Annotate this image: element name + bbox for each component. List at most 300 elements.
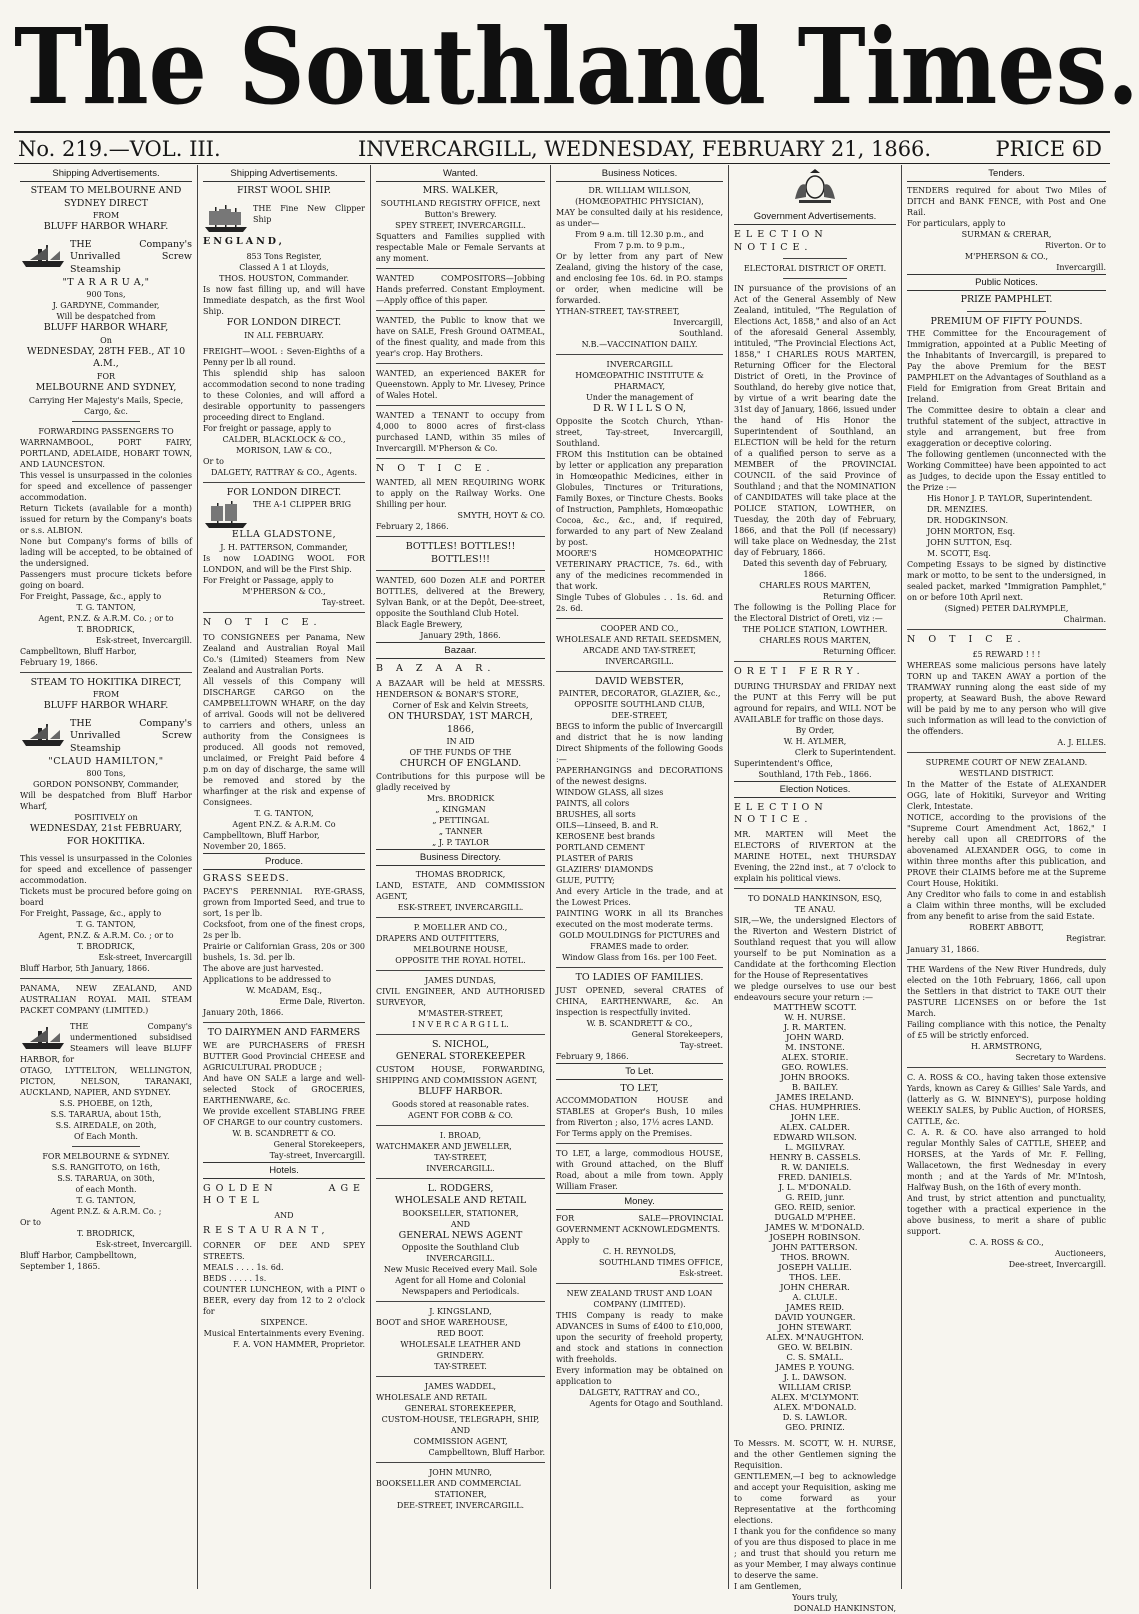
- ad-text: On: [100, 335, 112, 345]
- ad-text: Musical Entertainments every Evening.: [203, 1328, 365, 1338]
- ad-text: INVERCARGILL.: [426, 1254, 495, 1264]
- signatory-name: JOHN LEE.: [790, 1112, 840, 1123]
- newspaper-title: The Southland Times.: [14, 5, 1139, 128]
- ad-text: Will be despatched from: [56, 312, 156, 322]
- signatory-name: GEO. REID, senior.: [774, 1202, 856, 1213]
- ad-date: February 19, 1866.: [20, 657, 98, 667]
- ad-text: Campbelltown, Bluff Harbor.: [428, 1448, 545, 1458]
- ad-text: S.S. TARARUA, on 30th,: [57, 1174, 155, 1184]
- ad-text: T. G. TANTON,: [76, 1196, 136, 1206]
- ad-text: GORDON PONSONBY, Commander,: [33, 780, 179, 790]
- ad-text: WANTED a TENANT to occupy from 4,000 to 8000 acres of first-class purchased LAND, within 35 miles of Invercargill. M'Pherson & Co.: [376, 410, 545, 453]
- ad-text: WHOLESALE AND RETAIL SEEDSMEN,: [556, 634, 722, 644]
- ad-heading: BLUFF HARBOR WHARF.: [43, 221, 169, 233]
- ad-text: Chairman.: [1063, 615, 1106, 625]
- ad-text: CUSTOM HOUSE, FORWARDING, SHIPPING AND COMMISSION AGENT,: [376, 1064, 545, 1085]
- ad-text: „ TANNER: [438, 826, 483, 836]
- ad-text: Prairie or Californian Grass, 20s or 300 bushels, 1s. 3d. per lb.: [203, 942, 365, 963]
- ad-text: Competing Essays to be signed by distinctive mark or motto, to be sent to the undersigned, in sealed packet, marked "Immigration Pamphlet," on or before 10th April next.: [907, 560, 1106, 603]
- ad-text: BEDS . . . . . 1s.: [203, 1273, 267, 1283]
- ad-heading: ORETI FERRY.: [734, 666, 865, 678]
- column-divider: [197, 165, 198, 1589]
- ad-text: For freight or passage, apply to: [203, 423, 332, 433]
- ad-text: Esk-street, Invercargill.: [95, 635, 192, 645]
- ad-text: GENTLEMEN,—I beg to acknowledge and accept your Requisition, asking me to come forward as your Representative at the forthcoming elections.: [734, 1471, 896, 1525]
- ad-text: CIVIL ENGINEER, AND AUTHORISED SURVEYOR,: [376, 986, 545, 1007]
- ad-text: TE ANAU.: [794, 904, 836, 914]
- ad-text: By Order,: [795, 725, 835, 735]
- ad-text: OPPOSITE SOUTHLAND CLUB,: [574, 700, 705, 710]
- ad-text: Campbelltown, Bluff Harbor,: [203, 830, 320, 840]
- signatory-name: B. BAILEY.: [791, 1082, 839, 1093]
- ad-text: T. BRODRICK,: [77, 624, 135, 634]
- ad-text: This vessel is unsurpassed in the colonies for speed and excellence of passenger accommodation.: [20, 470, 192, 502]
- ad-text: Campbelltown, Bluff Harbor,: [20, 646, 137, 656]
- ad-text: POSITIVELY on: [74, 813, 138, 823]
- ad-text: DR. MENZIES.: [927, 505, 988, 515]
- ad-text: Secretary to Wardens.: [1015, 1052, 1106, 1062]
- ad-text: BRUSHES, all sorts: [556, 810, 636, 820]
- ad-heading: GOLDEN AGE HOTEL: [203, 1182, 365, 1207]
- ad-text: GLAZIERS' DIAMONDS: [556, 865, 654, 875]
- ad-text: Black Eagle Brewery,: [376, 620, 463, 630]
- ad-text: MR. MARTEN will Meet the ELECTORS of RIVERTON at the MARINE HOTEL, next THURSDAY Evening, the 22nd inst., at 7 o'clock to explain his political views.: [734, 829, 896, 883]
- ad-text: Returning Officer.: [823, 647, 896, 657]
- ad-text: Window Glass from 16s. per 100 Feet.: [561, 953, 718, 963]
- ad-text: COUNTER LUNCHEON, with a PINT o BEER, every day from 12 to 2 o'clock for: [203, 1284, 365, 1316]
- ad-text: TAY-STREET.: [434, 1362, 487, 1372]
- column-divider: [901, 165, 902, 1589]
- ad-text: PAPERHANGINGS and DECORATIONS of the newest designs.: [556, 766, 723, 787]
- signatory-name: JOHN BROOKS.: [780, 1072, 850, 1083]
- ad-text: BOOKSELLER AND COMMERCIAL: [376, 1479, 521, 1489]
- ad-heading: ELECTION NOTICE.: [734, 229, 828, 253]
- ad-text: Esk-street.: [679, 1269, 723, 1279]
- ad-heading: THOMAS BRODRICK,: [415, 869, 506, 879]
- ad-text: Opposite the Southland Club: [401, 1243, 520, 1253]
- ad-text: T. BRODRICK,: [77, 942, 135, 952]
- ad-text: Of Each Month.: [74, 1132, 138, 1142]
- signatory-name: A. CLULE.: [792, 1292, 838, 1303]
- ad-date: Bluff Harbor, 5th January, 1866.: [20, 964, 150, 974]
- ad-text: From 7 p.m. to 9 p.m.,: [594, 241, 685, 250]
- ad-text: J. GARDYNE, Commander,: [52, 301, 160, 311]
- ad-text: DEE-STREET,: [611, 711, 668, 721]
- signatory-name: W. H. NURSE.: [784, 1012, 846, 1023]
- ad-text: GENERAL NEWS AGENT: [398, 1229, 523, 1241]
- signatory-name: C. S. SMALL.: [786, 1352, 844, 1363]
- ad-heading: S. NICHOL,: [432, 1038, 489, 1050]
- ad-text: 900 Tons,: [86, 290, 126, 300]
- signatory-name: D. S. LAWLOR.: [782, 1412, 848, 1423]
- ad-text: None but Company's forms of bills of lading will be accepted, to be obtained of the undersigned.: [20, 536, 192, 568]
- ad-text: ON THURSDAY, 1ST MARCH, 1866,: [388, 710, 533, 735]
- ad-text: Opposite the Scotch Church, Ythan-street, Tay-street, Invercargill, Southland.: [556, 416, 723, 448]
- ad-text: (Signed) PETER DALRYMPLE,: [944, 604, 1069, 614]
- ad-text: (HOMŒOPATHIC PHYSICIAN),: [575, 197, 704, 206]
- ad-text: SIXPENCE.: [260, 1317, 308, 1327]
- ad-text: PORTLAND CEMENT: [556, 843, 645, 853]
- ad-text: £5 REWARD ! ! !: [972, 649, 1041, 659]
- ad-date: January 31, 1866.: [907, 944, 980, 954]
- ad-text: Clerk to Superintendent.: [794, 747, 896, 757]
- ad-text: THE Fine New Clipper Ship: [253, 203, 365, 224]
- ad-text: Southland.: [679, 329, 723, 338]
- ad-text: SOUTHLAND TIMES OFFICE,: [598, 1258, 723, 1268]
- ad-text: Or to: [203, 456, 224, 466]
- ad-text: Carrying Her Majesty's Mails, Specie, Cargo, &c.: [28, 395, 184, 416]
- signatory-name: GEO. ROWLES.: [781, 1062, 849, 1073]
- issue-number: No. 219.—VOL. III.: [18, 137, 221, 161]
- ad-text: of each Month.: [75, 1185, 137, 1195]
- ad-text: J. H. PATTERSON, Commander,: [220, 542, 348, 552]
- ad-text: GOLD MOULDINGS for PICTURES and FRAMES made to order.: [559, 931, 720, 952]
- signatory-name: L. MGILVRAY.: [784, 1142, 846, 1153]
- ad-text: WANTED, an experienced BAKER for Queenstown. Apply to Mr. Livesey, Prince of Wales Hotel.: [376, 368, 545, 400]
- column-3: [372, 165, 549, 1589]
- ad-text: Agent P.N.Z. & A.R.M. Co. ;: [50, 1207, 162, 1217]
- ad-text: GENERAL STOREKEEPER,: [404, 1404, 517, 1414]
- ad-text: MORISON, LAW & CO.,: [235, 445, 333, 455]
- ship-name: ELLA GLADSTONE,: [231, 529, 337, 541]
- ad-text: Is now LOADING WOOL FOR LONDON, and will be the First Ship.: [203, 553, 365, 574]
- ad-text: CHURCH OF ENGLAND.: [399, 758, 522, 770]
- ad-text: WEDNESDAY, 28TH FEB., AT 10 A.M.,: [26, 345, 186, 370]
- ad-heading: TO DONALD HANKINSON, ESQ,: [748, 893, 882, 903]
- ad-text: Goods stored at reasonable rates.: [392, 1099, 529, 1109]
- ad-text: Invercargill.: [1056, 263, 1106, 272]
- ad-heading: MRS. WALKER,: [422, 185, 499, 196]
- ad-text: THE Company's Unrivalled Screw Steamship: [70, 238, 192, 275]
- ad-text: IN pursuance of the provisions of an Act of the General Assembly of New Zealand, intituled, "The Regulation of Elections Act, 1858," and also of an Act of the aforesaid General Assembly, intituled, "The Provincial Elections Act, 1858," I CHARLES ROUS MARTEN, Returning Officer for the Electoral District of Oreti, in the Province of Southland, do hereby give notice that, by virtue of a writ bearing date the 31st day of January, 1866, issued under the hand of His Honor the Superintendent of Southland, an ELECTION will be held for the return of a qualified person to serve as a MEMBER of the PROVINCIAL COUNCIL of the said Province of Southland ; and that the NOMINATION of CANDIDATES will take place at the POLICE STATION, LOWTHER, on Tuesday, the 20th day of February, 1866, and that the Poll (if necessary) will take place on Wednesday, the 21st day of February, 1866.: [734, 284, 896, 558]
- ad-text: PACEY'S PERENNIAL RYE-GRASS, grown from Imported Seed, and true to sort, 1s per lb.: [203, 887, 365, 919]
- ad-text: THE POLICE STATION, LOWTHER.: [742, 625, 888, 635]
- ad-heading: STEAM TO MELBOURNE AND: [30, 185, 182, 196]
- ad-text: Agents for Otago and Southland.: [589, 1399, 723, 1409]
- ad-text: YTHAN-STREET, TAY-STREET,: [556, 307, 680, 316]
- ad-text: BOOKSELLER, STATIONER,: [402, 1208, 519, 1218]
- ad-text: FOR HOKITIKA.: [66, 835, 146, 847]
- signatory-name: J. L. M'DONALD.: [778, 1182, 852, 1193]
- section-heading: Shipping Advertisements.: [203, 166, 365, 182]
- ad-text: WHOLESALE AND RETAIL: [394, 1195, 527, 1207]
- ad-text: SOUTHLAND REGISTRY OFFICE, next Button's Brewery.: [380, 198, 541, 219]
- ad-text: Tickets must be procured before going on board: [20, 887, 192, 908]
- column-2: [199, 165, 369, 1589]
- ad-heading: L. RODGERS,: [427, 1182, 494, 1194]
- masthead-rule: [14, 131, 1110, 133]
- ad-text: Single Tubes of Globules . . 1s. 6d. and 2s. 6d.: [556, 592, 723, 613]
- section-heading: Government Advertisements.: [734, 209, 896, 225]
- ad-text: This splendid ship has saloon accommodation second to none trading to these Colonies, and will afford a desirable opportunity to passengers proceeding direct to England.: [203, 368, 365, 422]
- ad-date: Dated this seventh day of February, 1866.: [742, 559, 888, 580]
- ad-text: General Storekeepers,: [631, 1029, 723, 1039]
- ad-text: F. A. VON HAMMER, Proprietor.: [233, 1339, 365, 1349]
- ad-text: C. A. ROSS & CO.,: [969, 1237, 1044, 1247]
- section-heading: Wanted.: [376, 166, 545, 182]
- ad-text: FOR MELBOURNE & SYDNEY.: [42, 1152, 170, 1162]
- signatory-name: GEO. PRINIZ.: [785, 1422, 845, 1433]
- ad-text: Mrs. BRODRICK: [426, 793, 495, 803]
- ad-text: I thank you for the confidence so many of you are thus disposed to place in me ; and trust that should you return me as your Member, I may always continue to deserve the same.: [734, 1526, 896, 1580]
- clipper-ship-icon: [203, 205, 249, 233]
- ad-text: Or to: [20, 1218, 41, 1228]
- ad-text: Return Tickets (available for a month) issued for return by the Company's boats or s.s. ALBION.: [20, 503, 192, 535]
- ad-text: 853 Tons Register,: [246, 252, 322, 262]
- ad-text: Riverton. Or to: [1045, 241, 1106, 250]
- ad-text: WESTLAND DISTRICT.: [959, 768, 1054, 778]
- ad-text: DURING THURSDAY and FRIDAY next the PUNT at this Ferry will be put aground for repairs, and WILL NOT be AVAILABLE for traffic on those days.: [734, 681, 896, 724]
- ad-heading: JAMES DUNDAS,: [424, 975, 497, 985]
- ad-text: CHARLES ROUS MARTEN,: [759, 581, 871, 591]
- ad-text: PAINTS, all colors: [556, 799, 630, 809]
- ad-text: ESK-STREET, INVERCARGILL.: [397, 902, 524, 912]
- signatory-name: JOHN PATTERSON.: [772, 1242, 858, 1253]
- ad-text: INVERCARGILL.: [426, 1163, 495, 1173]
- ad-text: Erme Dale, Riverton.: [279, 997, 365, 1007]
- ad-heading: BLUFF HARBOR WHARF.: [43, 700, 169, 712]
- ad-text: S.S. TARARUA, about 15th,: [50, 1110, 162, 1120]
- signatory-name: J. L. DAWSON.: [783, 1372, 847, 1383]
- column-6: [903, 165, 1110, 1589]
- section-heading: Bazaar.: [376, 642, 545, 659]
- signatory-name: JAMES P. YOUNG.: [775, 1362, 855, 1373]
- ad-text: WANTED COMPOSITORS—Jobbing Hands preferred. Constant Employment.—Apply office of this paper.: [376, 273, 545, 305]
- ad-text: The above are just harvested.: [203, 964, 324, 974]
- ad-date: January 29th, 1866.: [420, 631, 501, 641]
- ad-text: Squatters and Families supplied with respectable Male or Female Servants at any moment.: [376, 231, 545, 263]
- ad-text: Auctioneers,: [1054, 1248, 1106, 1258]
- ad-text: PLASTER of PARIS: [556, 854, 634, 864]
- ad-text: Bluff Harbor, Campbelltown,: [20, 1251, 137, 1261]
- ad-text: BLUFF HARBOR.: [418, 1085, 503, 1097]
- ad-heading: JAMES WADDEL,: [424, 1382, 497, 1392]
- ad-heading: I. BROAD,: [439, 1130, 482, 1140]
- ad-text: THIS Company is ready to make ADVANCES in Sums of £400 to £10,000, upon the security of freehold property, and stock and stations in connection with freeholds.: [556, 1311, 723, 1365]
- ad-text: WHOLESALE LEATHER AND GRINDERY.: [400, 1340, 521, 1361]
- ad-heading: PREMIUM OF FIFTY POUNDS.: [930, 315, 1083, 327]
- ad-text: INVERCARGILL.: [605, 656, 674, 666]
- ship-name: "CLAUD HAMILTON,": [48, 755, 164, 767]
- ad-text: The following is the Polling Place for the Electoral District of Oreti, viz :—: [734, 603, 896, 624]
- ad-heading: SUPREME COURT OF NEW ZEALAND.: [925, 757, 1088, 767]
- ad-text: M'MASTER-STREET,: [418, 1008, 503, 1018]
- ad-text: GENERAL STOREKEEPER: [395, 1051, 526, 1063]
- ad-text: New Music Received every Mail. Sole Agent for all Home and Colonial Newspapers and Periodicals.: [383, 1265, 538, 1297]
- ad-text: The following gentlemen (unconnected with the Working Committee) have been appointed to act as Judges, to decide upon the Essay entitled to the Prize :—: [907, 450, 1106, 493]
- signatory-name: THOS. LEE.: [789, 1272, 841, 1283]
- ad-text: DALGETY, RATTRAY & CO., Agents.: [210, 467, 358, 477]
- ad-text: And trust, by strict attention and punctuality, together with a practical experience in the above business, to merit a share of public support.: [907, 1193, 1106, 1236]
- ad-text: MOORE'S HOMŒOPATHIC VETERINARY PRACTICE, 7s. 6d., with any of the medicines recommended in that work.: [556, 548, 723, 591]
- ad-text: For Freight or Passage, apply to: [203, 575, 334, 585]
- column-divider: [370, 165, 371, 1589]
- ad-text: Passengers must procure tickets before going on board.: [20, 569, 192, 590]
- ad-text: „ PETTINGAL: [432, 815, 489, 825]
- ad-heading: N O T I C E.: [907, 634, 1026, 646]
- ad-text: Is now fast filling up, and will have Immediate despatch, as the first Wool Ship.: [203, 285, 365, 317]
- ad-text: WHEREAS some malicious persons have lately TORN up and TAKEN AWAY a portion of the TRAMWAY running along the east side of my property, at Seaward Bush, the above Reward will be paid by me to any person who will give such information as will lead to the conviction of the offenders.: [907, 660, 1106, 736]
- signatory-name: JOHN STEWART.: [778, 1322, 852, 1333]
- ad-text: Invercargill,: [673, 318, 723, 327]
- signatory-name: JOSEPH ROBINSON.: [769, 1232, 861, 1243]
- ad-heading: FOR LONDON DIRECT.: [226, 486, 342, 498]
- ad-text: C. H. REYNOLDS,: [602, 1247, 677, 1257]
- ad-text: Agent, P.N.Z. & A.R.M. Co. ; or to: [38, 613, 174, 623]
- steamship-icon: [20, 1023, 66, 1051]
- ad-text: ROBERT ABBOTT,: [969, 922, 1044, 932]
- ad-heading: RESTAURANT,: [203, 1224, 330, 1236]
- ad-text: Tay-street, Invercargill.: [269, 1150, 365, 1160]
- column-4: [552, 165, 727, 1589]
- ad-text: ACCOMMODATION HOUSE and STABLES at Groper's Bush, 10 miles from Riverton ; also, 17½ acres LAND.: [556, 1096, 723, 1128]
- section-heading: Business Directory.: [376, 849, 545, 866]
- ad-date: February 2, 1866.: [376, 522, 449, 532]
- ad-text: GLUE, PUTTY;: [556, 876, 615, 886]
- ad-text: Every information may be obtained on application to: [556, 1366, 723, 1387]
- ad-text: T. G. TANTON,: [76, 920, 136, 930]
- ad-text: PAINTING WORK in all its Branches executed on the most moderate terms.: [556, 909, 723, 930]
- ad-text: Returning Officer.: [823, 592, 896, 602]
- ad-text: N.B.—VACCINATION DAILY.: [581, 340, 698, 349]
- ad-text: WINDOW GLASS, all sizes: [556, 788, 664, 798]
- ad-heading: N O T I C E.: [203, 616, 322, 628]
- ad-heading: ELECTION NOTICE.: [734, 801, 828, 826]
- ad-text: And have ON SALE a large and well-selected Stock of GROCERIES, EARTHENWARE, &c.: [203, 1073, 365, 1105]
- signatory-name: EDWARD WILSON.: [773, 1132, 857, 1143]
- signatory-name: GEO. W. BELBIN.: [777, 1342, 853, 1353]
- ad-text: T. BRODRICK,: [77, 1229, 135, 1239]
- ad-text: FROM: [92, 690, 120, 700]
- ad-text: OTAGO, LYTTELTON, WELLINGTON, PICTON, NELSON, TARANAKI, AUCKLAND, NAPIER, AND SYDNEY.: [20, 1066, 192, 1098]
- ad-text: T. G. TANTON,: [76, 602, 136, 612]
- ad-text: JOHN MORTON, Esq.: [927, 527, 1015, 537]
- signatory-name: THOS. BROWN.: [780, 1252, 850, 1263]
- ad-text: STATIONER,: [434, 1490, 487, 1500]
- ad-text: Agent, P.N.Z. & A.R.M. Co. ; or to: [38, 931, 174, 941]
- ad-date: February 9, 1866.: [556, 1051, 629, 1061]
- ad-text: Cocksfoot, from one of the finest crops, 2s per lb.: [203, 920, 365, 941]
- ad-text: MAY be consulted daily at his residence, as under—: [556, 208, 723, 228]
- ad-text: THE Wardens of the New River Hundreds, duly elected on the 10th February, 1866, call upon the Settlers in that district to TAKE OUT their PASTURE LICENSES on or before the 1st March.: [907, 964, 1106, 1018]
- section-heading: Election Notices.: [734, 781, 896, 798]
- signatory-name: J. R. MARTEN.: [783, 1022, 847, 1033]
- section-heading: Business Notices.: [556, 166, 723, 182]
- ad-text: WANTED, the Public to know that we have on SALE, Fresh Ground OATMEAL, of the finest quality, and made from this year's crop. Hay Brothers.: [376, 315, 545, 358]
- ad-text: Corner of Esk and Kelvin Streets,: [392, 700, 529, 710]
- steamship-icon: [20, 241, 66, 269]
- ad-heading: PRIZE PAMPHLET.: [960, 294, 1053, 305]
- section-heading: To Let.: [556, 1063, 723, 1080]
- ad-text: MEALS . . . . 1s. 6d.: [203, 1262, 284, 1272]
- signatory-name: DAVID YOUNGER.: [774, 1312, 856, 1323]
- ad-text: BLUFF HARBOR WHARF,: [43, 322, 169, 334]
- ad-text: Apply to: [556, 1236, 590, 1246]
- ad-text: SPEY STREET, INVERCARGILL.: [395, 220, 526, 230]
- ad-heading: N O T I C E.: [376, 462, 495, 474]
- ad-text: H. ARMSTRONG,: [970, 1041, 1043, 1051]
- ad-text: W. B. SCANDRETT & CO.: [232, 1128, 336, 1138]
- ad-text: SURMAN & CRERAR,: [961, 230, 1052, 239]
- ad-date: Southland, 17th Feb., 1866.: [758, 769, 872, 779]
- ad-text: CORNER OF DEE AND SPEY STREETS.: [203, 1240, 365, 1261]
- ad-text: THE A-1 CLIPPER BRIG: [253, 500, 352, 510]
- ad-text: FOR SALE—PROVINCIAL GOVERNMENT ACKNOWLEDGMENTS.: [556, 1214, 723, 1235]
- ad-text: Superintendent's Office,: [734, 758, 833, 768]
- royal-crest-icon: [734, 167, 896, 207]
- ad-text: OPPOSITE THE ROYAL HOTEL.: [395, 955, 526, 965]
- ad-heading: TO LADIES OF FAMILIES.: [575, 972, 704, 984]
- ad-text: S.S. RANGITOTO, on 16th,: [51, 1163, 161, 1173]
- ad-text: DR. HODGKINSON.: [927, 516, 1009, 526]
- ad-text: JUST OPENED, several CRATES of CHINA, EARTHENWARE, &c. An inspection is respectfully invited.: [556, 985, 723, 1017]
- ad-heading: J. KINGSLAND,: [429, 1307, 492, 1317]
- ad-text: ELECTORAL DISTRICT OF ORETI.: [743, 264, 887, 274]
- clipper-ship-icon: [203, 501, 249, 529]
- ad-text: AGENT FOR COBB & CO.: [408, 1110, 513, 1120]
- ad-text: AND: [450, 1219, 471, 1229]
- ad-text: C. A. ROSS & CO., having taken those extensive Yards, known as Carey & Gillies' Sale Yards, and (latterly as G. W. BINNEY'S), purpose holding WEEKLY SALES, by Public Auction, of HORSES, CATTLE, &c.: [907, 1072, 1106, 1126]
- ad-text: ARCADE AND TAY-STREET,: [583, 645, 696, 655]
- ad-heading: BOTTLES! BOTTLES!! BOTTLES!!!: [405, 541, 516, 565]
- ad-heading: NEW ZEALAND TRUST AND LOAN COMPANY (LIMITED).: [566, 1289, 713, 1310]
- ad-text: AND: [450, 1426, 471, 1436]
- ad-text: Agent P.N.Z. & A.R.M. Co: [232, 819, 336, 829]
- ad-text: CHARLES ROUS MARTEN,: [759, 636, 871, 646]
- ad-text: FORWARDING PASSENGERS TO: [38, 426, 174, 436]
- ad-text: AND: [274, 1210, 294, 1220]
- ad-text: RED BOOT.: [437, 1329, 484, 1339]
- ad-text: OF THE FUNDS OF THE: [409, 748, 512, 758]
- ad-text: His Honor J. P. TAYLOR, Superintendent.: [927, 494, 1093, 504]
- masthead: [14, 4, 1139, 130]
- ad-heading: PANAMA, NEW ZEALAND, AND AUSTRALIAN ROYAL MAIL STEAM PACKET COMPANY (LIMITED.): [20, 984, 192, 1016]
- column-1: [16, 165, 196, 1589]
- ad-text: TENDERS required for about Two Miles of DITCH and BANK FENCE, with Post and One Rail.: [907, 186, 1106, 217]
- ad-text: A BAZAAR will be held at MESSRS. HENDERSON & BONAR'S STORE,: [376, 678, 545, 699]
- signatory-name: CHAS. HUMPHRIES.: [769, 1102, 861, 1113]
- ad-heading: SYDNEY DIRECT: [64, 197, 148, 209]
- ad-text: MELBOURNE HOUSE,: [413, 944, 508, 954]
- ad-text: WEDNESDAY, 21st FEBRUARY,: [29, 823, 183, 835]
- ad-text: BOOT and SHOE WAREHOUSE,: [376, 1318, 508, 1328]
- signatory-name: DUGALD M'PHEE.: [774, 1212, 856, 1223]
- ad-text: Under the management of: [586, 393, 693, 402]
- ad-text: SMYTH, HOYT & CO.: [457, 511, 545, 521]
- ad-heading: TO DAIRYMEN AND FARMERS: [207, 1027, 361, 1039]
- ad-text: WANTED, 600 Dozen ALE and PORTER BOTTLES, delivered at the Brewery, Sylvan Bank, or at the Depôt, Dee-street, opposite the Southland Club Hotel.: [376, 576, 545, 619]
- signatory-name: HENRY B. CASSELS.: [769, 1152, 861, 1163]
- ad-text: THE Company's undermentioned subsidised Steamers will leave BLUFF HARBOR, for: [20, 1022, 192, 1065]
- signatory-name: ALEX. STORIE.: [781, 1052, 849, 1063]
- ad-heading: FIRST WOOL SHIP.: [236, 185, 332, 196]
- ad-text: WANTED, all MEN REQUIRING WORK to apply on the Railway Works. One Shilling per hour.: [376, 478, 545, 510]
- ad-text: Esk-street, Invercargill.: [95, 1240, 192, 1250]
- ad-text: HOMŒOPATHIC INSTITUTE & PHARMACY,: [575, 371, 704, 391]
- ad-text: For Freight, Passage, &c., apply to: [20, 591, 162, 601]
- ad-date: September 1, 1865.: [20, 1262, 101, 1272]
- ad-text: FROM this Institution can be obtained by letter or application any preparation in Homœopathic Medicines, either in Globules, Tinctures or Triturations, Family Boxes, or Tincture Chests. Books of Instruction, Pamphlets, Homœopathic Cocoa, &c., &c., and, if required, forwarded to any part of New Zealand by post.: [556, 449, 723, 547]
- ad-text: Will be despatched from Bluff Harbor Wharf,: [20, 791, 192, 812]
- ad-text: All vessels of this Company will DISCHARGE CARGO on the CAMPBELLTOWN WHARF, on the day of arrival. Goods will not be delivered to carriers and others, unless an authority from the Consignees is produced. All goods not removed, unclaimed, or Freight Paid before 4 p.m on day of discharge, the same will be removed and stored by the wharfinger at the risk and expense of Consignees.: [203, 676, 365, 807]
- ad-text: LAND, ESTATE, AND COMMISSION AGENT,: [376, 880, 545, 901]
- section-heading: Produce.: [203, 853, 365, 870]
- ad-text: To Messrs. M. SCOTT, W. H. NURSE, and the other Gentlemen signing the Requisition.: [734, 1438, 896, 1470]
- column-divider: [550, 165, 551, 1589]
- ad-heading: DAVID WEBSTER,: [595, 675, 684, 687]
- ad-heading: INVERCARGILL: [606, 360, 673, 369]
- place-date: INVERCARGILL, WEDNESDAY, FEBRUARY 21, 1866.: [358, 137, 932, 161]
